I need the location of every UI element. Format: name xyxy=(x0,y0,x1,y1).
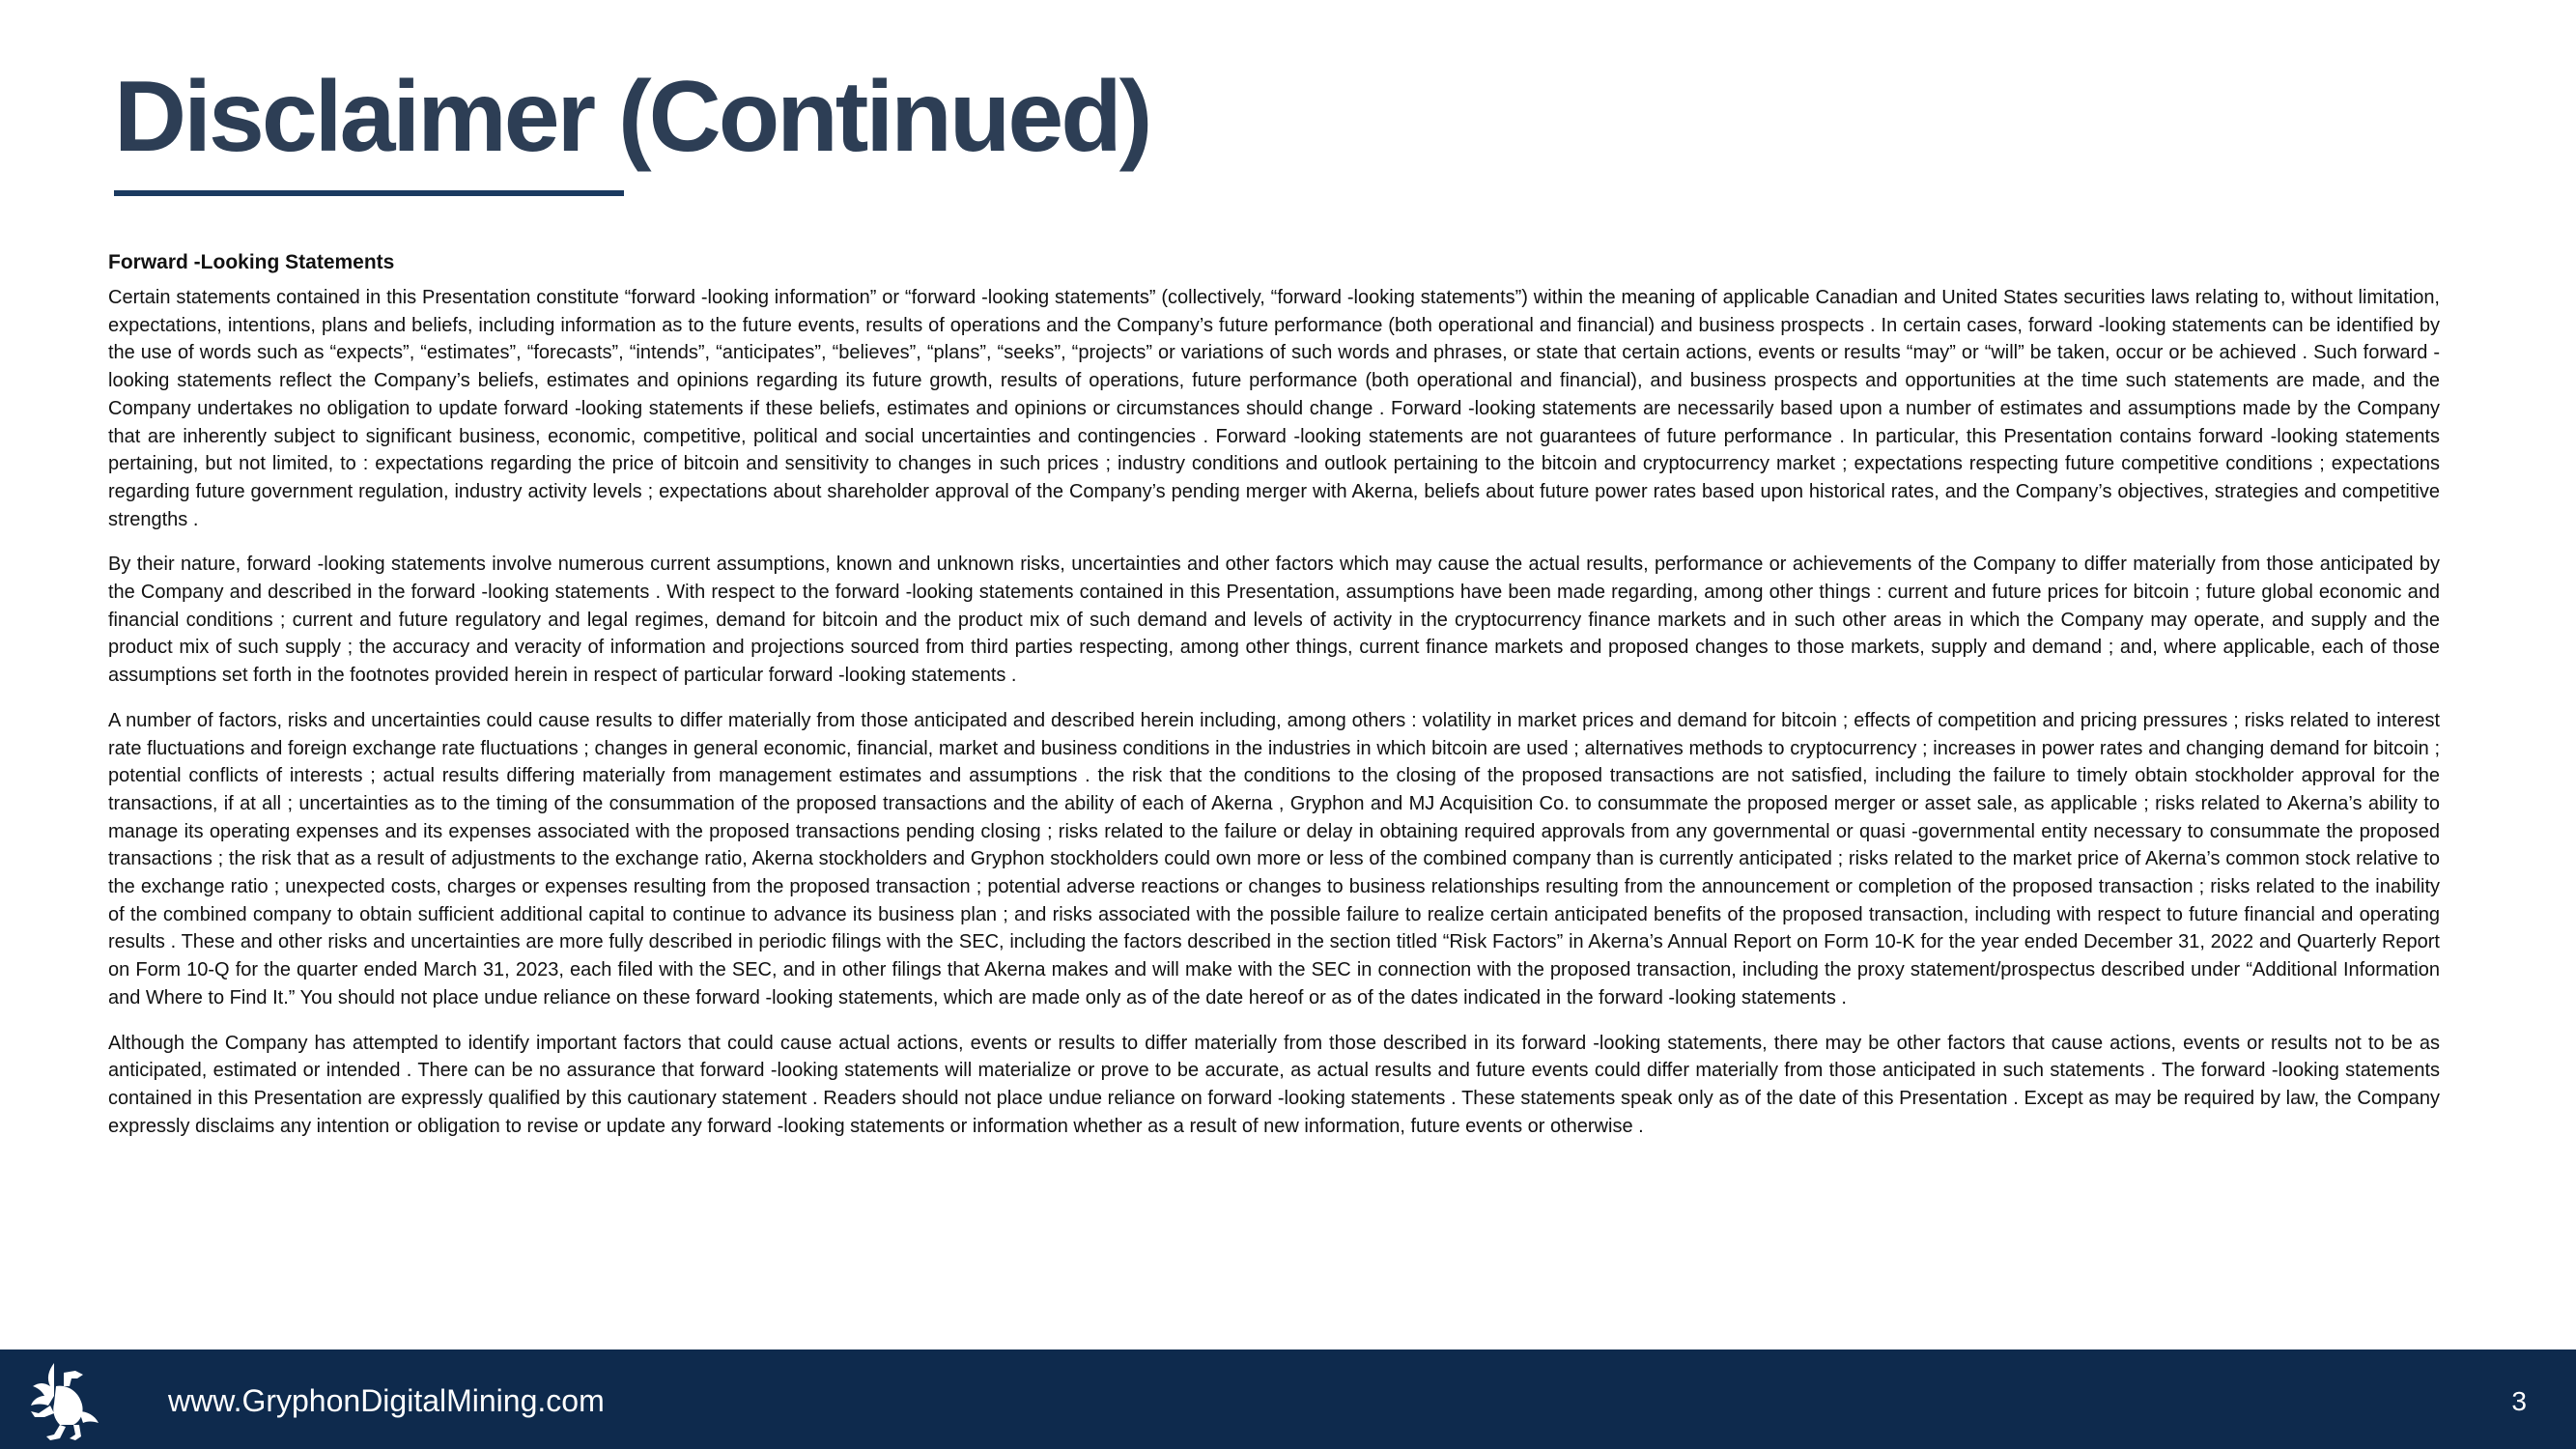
paragraph-1: Certain statements contained in this Presentation constitute “forward -looking information” or “forward -looking statements” (collectively, “forward -looking statements”) within the meaning of applicable Canadian and United States securities laws relating to, without limitation, expectations, intentions, plans and beliefs, including information as to the future events, results of operations and the Company’s future performance (both operational and financial) and business prospects . In certain cases, forward -looking statements can be identified by the use of words such as “expects”, “estimates”, “forecasts”, “intends”, “anticipates”, “believes”, “plans”, “seeks”, “projects” or variations of such words and phrases, or state that certain actions, events or results “may” or “will” be taken, occur or be achieved . Such forward -looking statements reflect the Company’s beliefs, estimates and opinions regarding its future growth, results of operations, future performance (both operational and financial), and business prospects and opportunities at the time such statements are made, and the Company undertakes no obligation to update forward -looking statements if these beliefs, estimates and opinions or circumstances should change . Forward -looking statements are necessarily based upon a number of estimates and assumptions made by the Company that are inherently subject to significant business, economic, competitive, political and social uncertainties and contingencies . Forward -looking statements are not guarantees of future performance . In particular, this Presentation contains forward -looking statements pertaining, but not limited, to : expectations regarding the price of bitcoin and sensitivity to changes in such prices ; industry conditions and outlook pertaining to the bitcoin and cryptocurrency market ; expectations respecting future competitive conditions ; expectations regarding future government regulation, industry activity levels ; expectations about shareholder approval of the Company’s pending merger with Akerna, beliefs about future power rates based upon historical rates, and the Company’s objectives, strategies and competitive strengths . xyxy=(108,287,2440,530)
paragraph-4: Although the Company has attempted to identify important factors that could cause actual actions, events or results to differ materially from those described in its forward -looking statements, there may be other factors that cause actions, events or results not to be as anticipated, estimated or intended . There can be no assurance that forward -looking statements will materialize or prove to be accurate, as actual results and future events could differ materially from those anticipated in such statements . The forward -looking statements contained in this Presentation are expressly qualified by this cautionary statement . Readers should not place undue reliance on forward -looking statements . These statements speak only as of the date of this Presentation . Except as may be required by law, the Company expressly disclaims any intention or obligation to revise or update any forward -looking statements or information whether as a result of new information, future events or otherwise . xyxy=(108,1032,2440,1137)
paragraph-2: By their nature, forward -looking statements involve numerous current assumptions, known and unknown risks, uncertainties and other factors which may cause the actual results, performance or achievements of the Company to differ materially from those anticipated by the Company and described in the forward -looking statements . With respect to the forward -looking statements contained in this Presentation, assumptions have been made regarding, among other things : current and future prices for bitcoin ; future global economic and financial conditions ; current and future regulatory and legal regimes, demand for bitcoin and the product mix of such demand and levels of activity in the cryptocurrency finance markets and in such other areas in which the Company may operate, and supply and the product mix of such supply ; the accuracy and veracity of information and projections sourced from third parties respecting, among other things, current finance markets and proposed changes to those markets, supply and demand ; and, where applicable, each of those assumptions set forth in the footnotes provided herein in respect of particular forward -looking statements . xyxy=(108,554,2440,687)
gryphon-logo-icon xyxy=(21,1357,102,1442)
page-number: 3 xyxy=(2511,1386,2527,1416)
section-heading: Forward -Looking Statements xyxy=(108,251,395,273)
disclaimer-body xyxy=(108,249,2440,1157)
paragraph-3: A number of factors, risks and uncertainties could cause results to differ materially from those anticipated and described herein including, among others : volatility in market prices and demand for bitcoin ; effects of competition and pricing pressures ; risks related to interest rate fluctuations and foreign exchange rate fluctuations ; changes in general economic, financial, market and business conditions in the industries in which bitcoin are used ; alternatives methods to cryptocurrency ; increases in power rates and changing demand for bitcoin ; potential conflicts of interests ; actual results differing materially from management estimates and assumptions . the risk that the conditions to the closing of the proposed transactions are not satisfied, including the failure to timely obtain stockholder approval for the transactions, if at all ; uncertainties as to the timing of the consummation of the proposed transactions and the ability of each of Akerna , Gryphon and MJ Acquisition Co. to consummate the proposed merger or asset sale, as applicable ; risks related to Akerna’s ability to manage its operating expenses and its expenses associated with the proposed transactions pending closing ; risks related to the failure or delay in obtaining required approvals from any governmental or quasi -governmental entity necessary to consummate the proposed transactions ; the risk that as a result of adjustments to the exchange ratio, Akerna stockholders and Gryphon stockholders could own more or less of the combined company than is currently anticipated ; risks related to the market price of Akerna’s common stock relative to the exchange ratio ; unexpected costs, charges or expenses resulting from the proposed transaction ; potential adverse reactions or changes to business relationships resulting from the announcement or completion of the proposed transaction ; risks related to the inability of the combined company to obtain sufficient additional capital to continue to advance its business plan ; and risks associated with the possible failure to realize certain anticipated benefits of the proposed transaction, including with respect to future financial and operating results . These and other risks and uncertainties are more fully described in periodic filings with the SEC, including the factors described in the section titled “Risk Factors” in Akerna’s Annual Report on Form 10-K for the year ended December 31, 2022 and Quarterly Report on Form 10-Q for the quarter ended March 31, 2023, each filed with the SEC, and in other filings that Akerna makes and will make with the SEC in connection with the proposed transaction, including the proxy statement/prospectus described under “Additional Information and Where to Find It.” You should not place undue reliance on these forward -looking statements, which are made only as of the date hereof or as of the dates indicated in the forward -looking statements . xyxy=(108,709,2440,1009)
title-underline xyxy=(114,190,624,196)
footer-website-link[interactable]: www.GryphonDigitalMining.com xyxy=(168,1383,605,1418)
footer-bar xyxy=(0,1350,2576,1449)
page-title: Disclaimer (Continued) xyxy=(114,61,1150,173)
